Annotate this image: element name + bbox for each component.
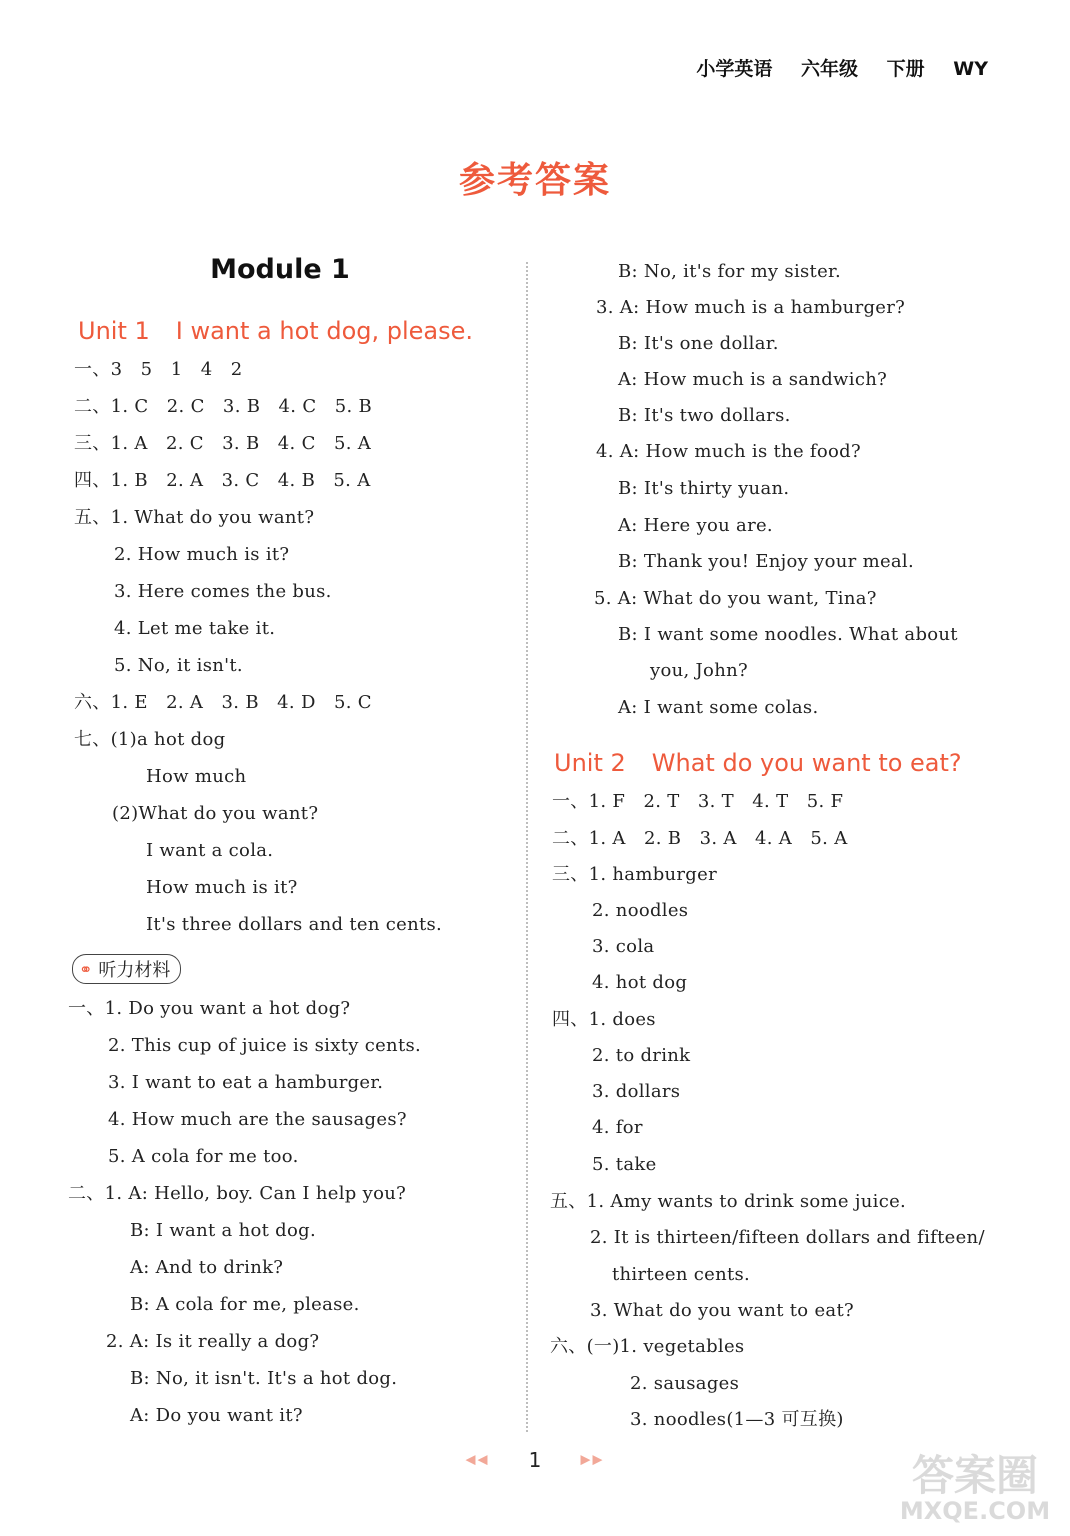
answer-line: A: I want some colas.: [618, 697, 819, 718]
unit2-name: What do you want to eat?: [651, 749, 962, 777]
header-grade: 六年级: [801, 58, 859, 80]
answer-line: 五、1. What do you want?: [74, 507, 315, 528]
unit1-label: Unit 1: [78, 317, 150, 345]
answer-line: 4. A: How much is the food?: [596, 441, 861, 462]
answer-line: 一、1. Do you want a hot dog?: [68, 998, 351, 1019]
answer-line: 5. A cola for me too.: [108, 1146, 299, 1167]
answer-line: 3. dollars: [592, 1081, 681, 1102]
page-header: [674, 54, 988, 81]
unit2-label: Unit 2: [554, 749, 626, 777]
watermark-sub: MXQE.COM: [899, 1497, 1051, 1525]
listening-badge: [72, 954, 181, 984]
header-edition: WY: [953, 58, 988, 80]
answer-line: 5. No, it isn't.: [114, 655, 243, 676]
watermark-main: 答案圈: [911, 1451, 1038, 1500]
answer-line: thirteen cents.: [612, 1264, 751, 1285]
listening-badge-label: 听力材料: [98, 960, 171, 981]
answer-line: 四、1. does: [552, 1009, 656, 1030]
answer-line: B: It's two dollars.: [618, 405, 791, 426]
answer-line: 3. I want to eat a hamburger.: [108, 1072, 384, 1093]
answer-line: A: Here you are.: [618, 515, 773, 536]
answer-line: 3. noodles(1—3 可互换): [630, 1409, 844, 1430]
unit2-title: [554, 749, 962, 777]
watermark: [890, 1451, 1060, 1530]
answer-line: A: And to drink?: [130, 1257, 284, 1278]
answer-line: B: It's one dollar.: [618, 333, 779, 354]
answer-line: B: I want some noodles. What about: [618, 624, 958, 645]
answer-line: 4. hot dog: [592, 972, 688, 993]
answer-line: 一、3 5 1 4 2: [74, 359, 243, 380]
answer-line: 2. This cup of juice is sixty cents.: [108, 1035, 422, 1056]
answer-line: B: No, it's for my sister.: [618, 261, 841, 282]
answer-line: 3. cola: [592, 936, 655, 957]
answer-line: It's three dollars and ten cents.: [146, 914, 443, 935]
answer-line: 七、(1)a hot dog: [74, 729, 226, 750]
answer-line: 2. How much is it?: [114, 544, 290, 565]
answer-line: 2. A: Is it really a dog?: [106, 1331, 320, 1352]
prev-arrows-icon: ◀◀: [465, 1452, 490, 1468]
header-volume: 下册: [886, 58, 925, 80]
answer-line: How much is it?: [146, 877, 298, 898]
answer-line: 一、1. F 2. T 3. T 4. T 5. F: [552, 791, 844, 812]
next-arrows-icon: ▶▶: [580, 1452, 605, 1468]
answer-line: B: I want a hot dog.: [130, 1220, 316, 1241]
answer-line: 2. sausages: [630, 1373, 740, 1394]
answer-line: 5. take: [592, 1154, 657, 1175]
answer-line: How much: [146, 766, 247, 787]
answer-line: 六、1. E 2. A 3. B 4. D 5. C: [74, 692, 372, 713]
answer-line: 二、1. C 2. C 3. B 4. C 5. B: [74, 396, 373, 417]
answer-line: A: Do you want it?: [130, 1405, 303, 1426]
answer-line: 4. Let me take it.: [114, 618, 276, 639]
module-title: Module 1: [210, 254, 350, 285]
answer-line: 3. A: How much is a hamburger?: [596, 297, 906, 318]
answer-line: B: Thank you! Enjoy your meal.: [618, 551, 915, 572]
answer-line: 三、1. hamburger: [552, 864, 717, 885]
page-number: 1: [528, 1448, 542, 1472]
answer-line: 3. Here comes the bus.: [114, 581, 332, 602]
column-divider: [526, 262, 528, 1432]
answer-line: (2)What do you want?: [112, 803, 319, 824]
answer-line: B: It's thirty yuan.: [618, 478, 790, 499]
answer-line: 3. What do you want to eat?: [590, 1300, 854, 1321]
answer-line: 二、1. A: Hello, boy. Can I help you?: [68, 1183, 407, 1204]
answer-line: 4. How much are the sausages?: [108, 1109, 407, 1130]
unit1-title: [78, 317, 473, 345]
answer-line: A: How much is a sandwich?: [618, 369, 888, 390]
answer-line: 四、1. B 2. A 3. C 4. B 5. A: [74, 470, 371, 491]
page-title: 参考答案: [458, 160, 611, 201]
unit1-name: I want a hot dog, please.: [175, 317, 474, 345]
answer-line: B: No, it isn't. It's a hot dog.: [130, 1368, 398, 1389]
answer-line: 五、1. Amy wants to drink some juice.: [550, 1191, 907, 1212]
header-subject: 小学英语: [696, 58, 773, 80]
answer-line: B: A cola for me, please.: [130, 1294, 360, 1315]
answer-line: 二、1. A 2. B 3. A 4. A 5. A: [552, 828, 848, 849]
answer-line: 2. noodles: [592, 900, 689, 921]
headphones-icon: ⚭: [79, 959, 93, 979]
answer-line: 4. for: [592, 1117, 643, 1138]
answer-line: 三、1. A 2. C 3. B 4. C 5. A: [74, 433, 372, 454]
answer-line: 2. to drink: [592, 1045, 691, 1066]
answer-line: I want a cola.: [146, 840, 274, 861]
answer-line: 六、(一)1. vegetables: [550, 1336, 745, 1357]
answer-line: 2. It is thirteen/fifteen dollars and fifteen/: [590, 1227, 985, 1248]
answer-line: 5. A: What do you want, Tina?: [594, 588, 877, 609]
answer-line: you, John?: [650, 660, 748, 681]
